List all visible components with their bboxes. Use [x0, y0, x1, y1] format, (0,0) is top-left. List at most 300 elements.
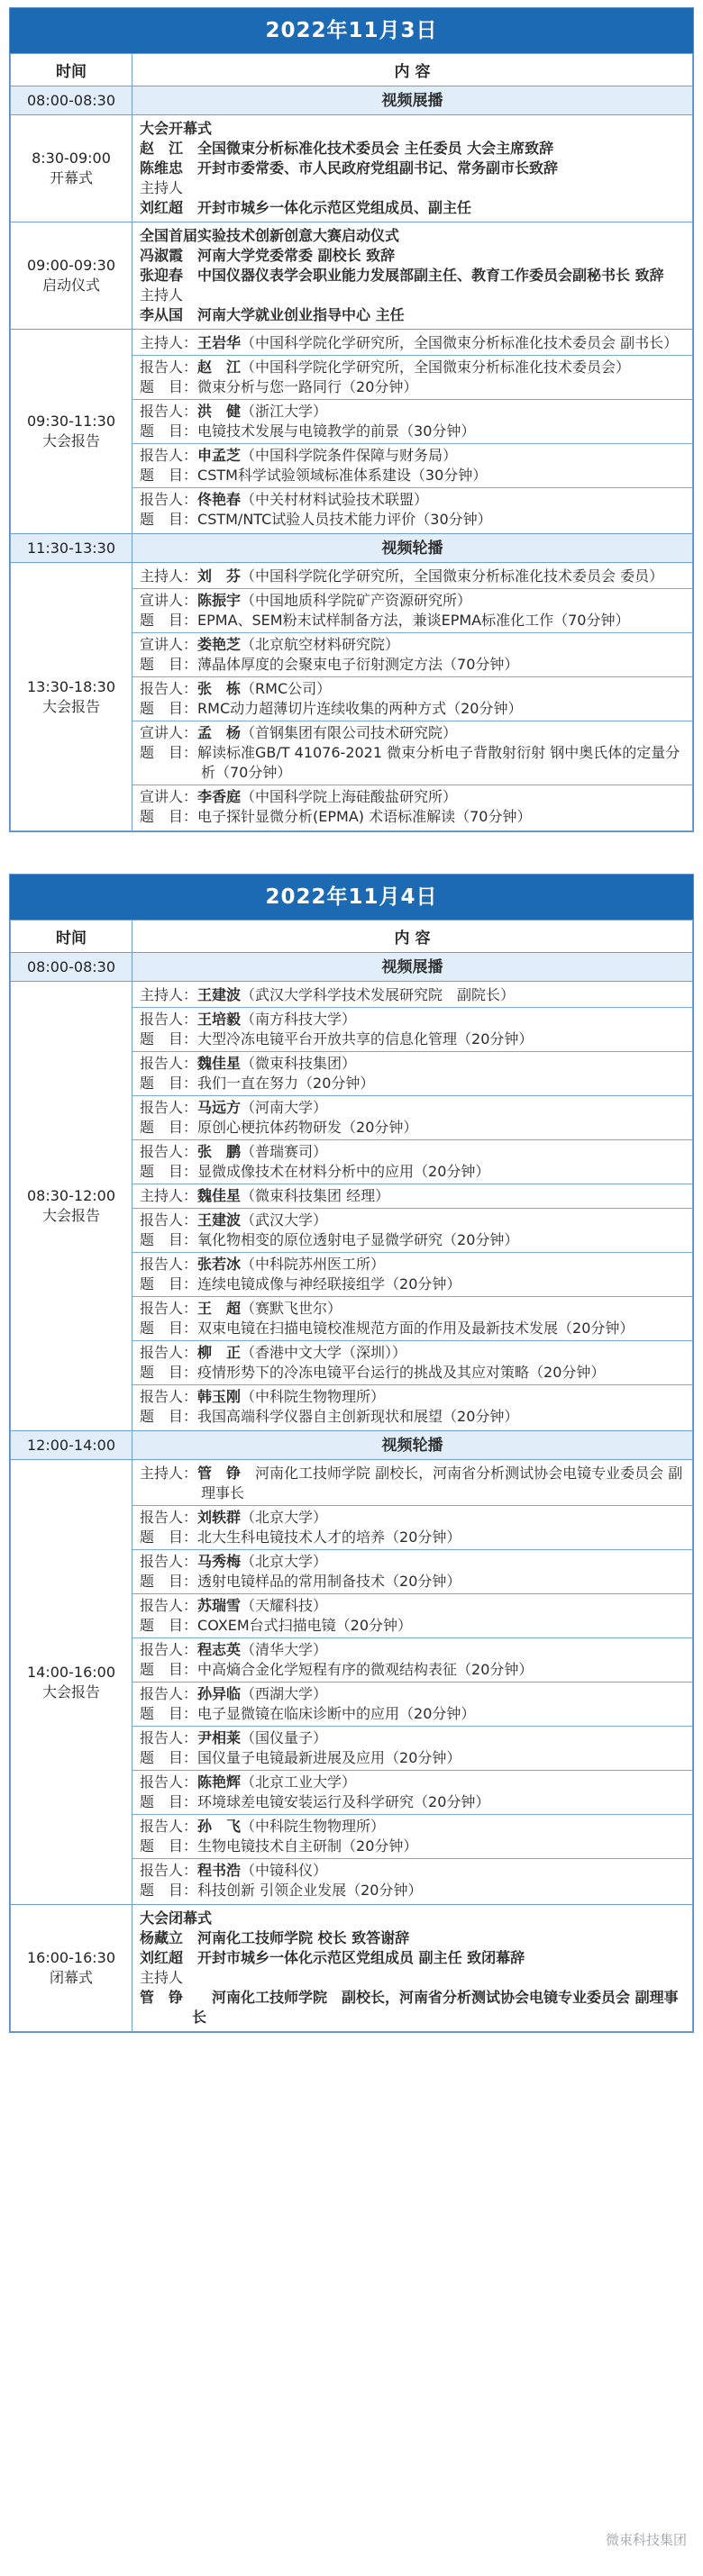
talk-block	[132, 443, 692, 487]
line-label: 题 目：	[140, 1573, 198, 1590]
session-line: 大会开幕式	[140, 120, 213, 137]
talk-line	[140, 1837, 685, 1856]
session-line: 张迎春 中国仪器仪表学会职业能力发展部副主任、教育工作委员会副秘书长 致辞	[140, 267, 664, 284]
line-detail: （中科院苏州医工所）	[241, 1256, 386, 1273]
watermark: 微束科技集团	[605, 2532, 687, 2548]
speaker-name: 张 栋	[197, 680, 242, 697]
line-detail: 河南化工技师学院 副校长，河南省分析测试协会电镜专业委员会 副理事长	[201, 1465, 683, 1501]
talk-line	[140, 1162, 685, 1182]
time-cell	[11, 982, 132, 1431]
line-label: 题 目：	[140, 1030, 198, 1048]
talk-line	[140, 1748, 685, 1768]
talk-line	[140, 1363, 685, 1383]
line-label: 题 目：	[140, 1793, 198, 1810]
talk-line	[140, 358, 685, 377]
talk-line	[140, 1640, 685, 1660]
line-label: 宣讲人：	[140, 592, 198, 609]
line-label: 题 目：	[140, 1119, 198, 1136]
day-date-header: 2022年11月3日	[10, 8, 693, 53]
speaker-name: 管 铮	[197, 1465, 242, 1482]
talk-line	[140, 1817, 685, 1837]
line-detail: （中科院生物物理所）	[241, 1388, 386, 1405]
time-cell	[11, 330, 132, 534]
talk-line	[140, 1319, 685, 1338]
speaker-name: 柳 正	[197, 1344, 242, 1361]
talk-line	[140, 985, 685, 1005]
content-cell	[132, 982, 693, 1431]
talk-line	[140, 1728, 685, 1748]
line-detail: （河南大学）	[241, 1099, 328, 1116]
talk-line	[140, 1773, 685, 1792]
time-text: 8:30-09:00	[32, 150, 111, 167]
talk-line	[140, 1528, 685, 1547]
line-label: 宣讲人：	[140, 724, 198, 741]
talk-line	[140, 1186, 685, 1206]
talk-block	[132, 588, 692, 632]
talk-line	[140, 635, 685, 655]
speaker-name: 刘轶群	[197, 1509, 242, 1526]
header-time: 时间	[11, 921, 132, 953]
speaker-name: 尹相莱	[197, 1729, 242, 1746]
talk-line	[140, 611, 685, 630]
line-label: 题 目：	[140, 1661, 198, 1678]
speaker-name: 申孟芝	[197, 447, 242, 464]
speaker-name: 王培毅	[197, 1011, 242, 1028]
line-detail: 原创心梗抗体药物研发（20分钟）	[197, 1119, 418, 1136]
talk-line	[140, 1387, 685, 1407]
line-detail: （中国科学院化学研究所，全国微束分析标准化技术委员会 委员）	[241, 567, 664, 585]
speaker-name: 张 鹏	[197, 1143, 242, 1160]
talk-line	[140, 1118, 685, 1138]
agenda-row	[11, 982, 693, 1431]
line-label: 题 目：	[140, 422, 198, 440]
agenda-row	[11, 534, 693, 563]
line-detail: （中国科学院条件保障与财务局）	[241, 447, 458, 464]
line-label: 主持人：	[140, 334, 198, 351]
line-label: 题 目：	[140, 700, 198, 717]
speaker-name: 程志英	[197, 1641, 242, 1658]
session-line: 李从国 河南大学就业创业指导中心 主任	[140, 306, 405, 323]
time-cell: 08:00-08:30	[11, 953, 132, 982]
time-text: 启动仪式	[41, 277, 100, 294]
agenda-row	[11, 563, 693, 831]
line-detail: EPMA、SEM粉末试样制备方法，兼谈EPMA标准化工作（70分钟）	[197, 612, 630, 629]
agenda-table	[10, 920, 693, 2032]
talk-line	[140, 655, 685, 675]
talk-line	[140, 1572, 685, 1592]
line-detail: 显微成像技术在材料分析中的应用（20分钟）	[197, 1163, 490, 1180]
session-line: 大会闭幕式	[140, 1909, 213, 1927]
session-line: 冯淑霞 河南大学党委常委 副校长 致辞	[140, 247, 396, 264]
talk-block	[132, 1462, 692, 1505]
talk-line	[140, 1407, 685, 1427]
speaker-name: 魏佳星	[197, 1055, 242, 1072]
session-line: 全国首届实验技术创新创意大赛启动仪式	[140, 227, 400, 244]
talk-line	[140, 1792, 685, 1812]
line-detail: 科技创新 引领企业发展（20分钟）	[197, 1882, 423, 1899]
line-label: 题 目：	[140, 808, 198, 825]
line-detail: 氧化物相变的原位透射电子显微学研究（20分钟）	[197, 1231, 519, 1248]
line-detail: （北京航空材料研究院）	[241, 636, 400, 653]
talk-block	[132, 984, 692, 1007]
line-label: 题 目：	[140, 1749, 198, 1766]
talk-line	[140, 1255, 685, 1274]
line-label: 主持人：	[140, 1465, 198, 1482]
session-line: 管 铮 河南化工技师学院 副校长，河南省分析测试协会电镜专业委员会 副理事长	[140, 1989, 679, 2026]
header-content: 内 容	[132, 921, 693, 953]
session-line: 杨藏立 河南化工技师学院 校长 致答谢辞	[140, 1929, 410, 1946]
talk-block	[132, 1340, 692, 1384]
speaker-name: 佟艳春	[197, 491, 242, 508]
line-label: 题 目：	[140, 612, 198, 629]
line-detail: RMC动力超薄切片连续收集的两种方式（20分钟）	[197, 700, 523, 717]
line-label: 报告人：	[140, 1011, 198, 1028]
line-label: 报告人：	[140, 1055, 198, 1072]
talk-block	[132, 1505, 692, 1549]
line-label: 题 目：	[140, 744, 198, 761]
session-line: 赵 江 全国微束分析标准化技术委员会 主任委员 大会主席致辞	[140, 140, 554, 157]
speaker-name: 魏佳星	[197, 1187, 242, 1204]
time-cell	[11, 1460, 132, 1905]
content-cell: 视频展播	[132, 86, 693, 115]
talk-line	[140, 1074, 685, 1093]
line-detail: 生物电镜技术自主研制（20分钟）	[197, 1837, 418, 1855]
line-detail: COXEM台式扫描电镜（20分钟）	[197, 1617, 412, 1634]
time-text: 09:30-11:30	[27, 413, 115, 430]
line-label: 报告人：	[140, 1211, 198, 1229]
line-detail: （南方科技大学）	[241, 1011, 357, 1028]
session-block	[132, 1907, 692, 2029]
talk-line	[140, 1054, 685, 1074]
line-label: 题 目：	[140, 1617, 198, 1634]
line-label: 宣讲人：	[140, 788, 198, 805]
line-detail: （中科院生物物理所）	[241, 1818, 386, 1835]
time-text: 开幕式	[49, 169, 93, 186]
line-detail: 我们一直在努力（20分钟）	[197, 1075, 375, 1092]
line-label: 报告人：	[140, 403, 198, 420]
line-label: 报告人：	[140, 358, 198, 376]
line-label: 主持人：	[140, 1187, 198, 1204]
line-detail: CSTM科学试验领域标准体系建设（30分钟）	[197, 467, 488, 484]
session-line: 主持人	[140, 179, 184, 196]
speaker-name: 王岩华	[197, 334, 242, 351]
header-row	[11, 54, 693, 86]
line-label: 报告人：	[140, 447, 198, 464]
agenda-row	[11, 86, 693, 115]
talk-line	[140, 1029, 685, 1049]
line-label: 报告人：	[140, 1344, 198, 1361]
talk-block	[132, 721, 692, 785]
line-label: 题 目：	[140, 1528, 198, 1546]
content-cell	[132, 563, 693, 831]
speaker-name: 苏瑞雪	[197, 1597, 242, 1614]
time-text: 大会报告	[41, 697, 100, 715]
line-detail: 连续电镜成像与神经联接组学（20分钟）	[197, 1275, 461, 1293]
speaker-name: 娄艳芝	[197, 636, 242, 653]
agenda-row	[11, 953, 693, 982]
speaker-name: 张若冰	[197, 1256, 242, 1273]
line-detail: （香港中文大学（深圳））	[241, 1344, 407, 1361]
line-detail: （西湖大学）	[241, 1685, 328, 1702]
line-label: 报告人：	[140, 1553, 198, 1570]
talk-line	[140, 1343, 685, 1363]
content-cell	[132, 222, 693, 330]
line-label: 题 目：	[140, 511, 198, 528]
time-text: 09:00-09:30	[27, 257, 115, 274]
line-label: 报告人：	[140, 1388, 198, 1405]
talk-line	[140, 787, 685, 807]
talk-block	[132, 331, 692, 355]
talk-line	[140, 567, 685, 586]
talk-line	[140, 1211, 685, 1230]
speaker-name: 马秀梅	[197, 1553, 242, 1570]
day-date-header: 2022年11月4日	[10, 875, 693, 920]
talk-block	[132, 1637, 692, 1682]
line-label: 报告人：	[140, 1300, 198, 1317]
line-detail: （武汉大学）	[241, 1211, 328, 1229]
talk-line	[140, 510, 685, 530]
speaker-name: 孟 杨	[197, 724, 242, 741]
line-detail: 电子探针显微分析(EPMA) 术语标准解读（70分钟）	[197, 808, 532, 825]
time-cell	[11, 222, 132, 330]
talk-line	[140, 1010, 685, 1029]
line-label: 报告人：	[140, 1862, 198, 1879]
line-label: 报告人：	[140, 1256, 198, 1273]
line-detail: 中高熵合金化学短程有序的微观结构表征（20分钟）	[197, 1661, 534, 1678]
time-cell: 08:00-08:30	[11, 86, 132, 115]
talk-block	[132, 1139, 692, 1184]
line-label: 题 目：	[140, 1275, 198, 1293]
line-label: 报告人：	[140, 1509, 198, 1526]
line-detail: 透射电镜样品的常用制备技术（20分钟）	[197, 1573, 461, 1590]
talk-block	[132, 1384, 692, 1429]
time-cell	[11, 115, 132, 222]
speaker-name: 王 超	[197, 1300, 242, 1317]
line-label: 题 目：	[140, 1705, 198, 1722]
line-label: 报告人：	[140, 1641, 198, 1658]
talk-line	[140, 743, 685, 783]
speaker-name: 马远方	[197, 1099, 242, 1116]
talk-line	[140, 1508, 685, 1528]
speaker-name: 陈振宇	[197, 592, 242, 609]
line-detail: 双束电镜在扫描电镜校准规范方面的作用及最新技术发展（20分钟）	[197, 1320, 635, 1337]
speaker-name: 程书浩	[197, 1862, 242, 1879]
time-cell	[11, 563, 132, 831]
content-cell: 视频轮播	[132, 1431, 693, 1460]
speaker-name: 李香庭	[197, 788, 242, 805]
talk-block	[132, 676, 692, 721]
line-label: 题 目：	[140, 1231, 198, 1248]
talk-line	[140, 1098, 685, 1118]
talk-line	[140, 1230, 685, 1250]
line-label: 报告人：	[140, 1773, 198, 1791]
speaker-name: 赵 江	[197, 358, 242, 376]
line-detail: （中关村材料试验技术联盟）	[241, 491, 429, 508]
content-cell	[132, 1905, 693, 2032]
session-block	[132, 224, 692, 327]
line-label: 报告人：	[140, 1099, 198, 1116]
talk-block	[132, 1858, 692, 1902]
speaker-name: 洪 健	[197, 403, 242, 420]
line-label: 题 目：	[140, 1320, 198, 1337]
speaker-name: 王建波	[197, 986, 242, 1003]
talk-line	[140, 699, 685, 719]
line-detail: 环境球差电镜安装运行及科学研究（20分钟）	[197, 1793, 490, 1810]
talk-block	[132, 1095, 692, 1139]
line-label: 题 目：	[140, 467, 198, 484]
agenda-row	[11, 222, 693, 330]
talk-line	[140, 1684, 685, 1704]
line-label: 题 目：	[140, 1882, 198, 1899]
line-detail: 电镜技术发展与电镜教学的前景（30分钟）	[197, 422, 476, 440]
talk-line	[140, 679, 685, 699]
talk-line	[140, 1552, 685, 1572]
line-label: 报告人：	[140, 1729, 198, 1746]
talk-block	[132, 1208, 692, 1252]
talk-line	[140, 1299, 685, 1319]
talk-block	[132, 1814, 692, 1858]
talk-line	[140, 807, 685, 827]
line-detail: （武汉大学科学技术发展研究院 副院长）	[241, 986, 516, 1003]
day-section	[9, 7, 694, 832]
line-detail: （普瑞赛司）	[241, 1143, 328, 1160]
talk-block	[132, 1593, 692, 1637]
talk-line	[140, 1704, 685, 1724]
speaker-name: 孙 飞	[197, 1818, 242, 1835]
line-label: 报告人：	[140, 680, 198, 697]
talk-block	[132, 1252, 692, 1296]
session-line: 刘红超 开封市城乡一体化示范区党组成员、副主任	[140, 199, 472, 216]
talk-line	[140, 723, 685, 743]
line-detail: 薄晶体厚度的会聚束电子衍射测定方法（70分钟）	[197, 656, 519, 673]
line-detail: 我国高端科学仪器自主创新现状和展望（20分钟）	[197, 1408, 519, 1425]
line-detail: （中国科学院化学研究所，全国微束分析标准化技术委员会 副书长）	[241, 334, 679, 351]
talk-line	[140, 1616, 685, 1636]
talk-block	[132, 1007, 692, 1051]
talk-line	[140, 1274, 685, 1294]
line-detail: （北京大学）	[241, 1509, 328, 1526]
content-cell	[132, 115, 693, 222]
day-section	[9, 874, 694, 2033]
line-label: 题 目：	[140, 1408, 198, 1425]
talk-block	[132, 785, 692, 829]
content-cell	[132, 330, 693, 534]
talk-block	[132, 1549, 692, 1593]
line-detail: 大型冷冻电镜平台开放共享的信息化管理（20分钟）	[197, 1030, 534, 1048]
agenda-row	[11, 1905, 693, 2032]
line-detail: 国仪量子电镜最新进展及应用（20分钟）	[197, 1749, 461, 1766]
speaker-name: 刘 芬	[197, 567, 242, 585]
time-text: 大会报告	[41, 432, 100, 449]
agenda-table	[10, 53, 693, 831]
time-cell: 11:30-13:30	[11, 534, 132, 563]
talk-line	[140, 1596, 685, 1616]
line-detail: （北京工业大学）	[241, 1773, 357, 1791]
line-detail: （微束科技集团 经理）	[241, 1187, 390, 1204]
line-label: 报告人：	[140, 1685, 198, 1702]
talk-line	[140, 1464, 685, 1503]
line-detail: （中国科学院上海硅酸盐研究所）	[241, 788, 458, 805]
talk-line	[140, 1881, 685, 1900]
talk-block	[132, 487, 692, 531]
session-line: 主持人	[140, 1969, 184, 1986]
content-cell: 视频轮播	[132, 534, 693, 563]
line-detail: （微束科技集团）	[241, 1055, 357, 1072]
talk-block	[132, 1770, 692, 1814]
talk-block	[132, 632, 692, 676]
line-label: 题 目：	[140, 1364, 198, 1381]
talk-line	[140, 490, 685, 510]
line-detail: （浙江大学）	[241, 403, 328, 420]
talk-block	[132, 1296, 692, 1340]
line-detail: （赛默飞世尔）	[241, 1300, 342, 1317]
line-detail: 微束分析与您一路同行（20分钟）	[197, 378, 418, 395]
talk-block	[132, 355, 692, 399]
header-content: 内 容	[132, 54, 693, 86]
talk-line	[140, 377, 685, 397]
line-detail: （北京大学）	[241, 1553, 328, 1570]
session-block	[132, 117, 692, 220]
talk-block	[132, 1184, 692, 1208]
line-label: 报告人：	[140, 491, 198, 508]
session-line: 刘红超 开封市城乡一体化示范区党组成员 副主任 致闭幕辞	[140, 1949, 525, 1966]
talk-block	[132, 1726, 692, 1770]
talk-block	[132, 1682, 692, 1726]
line-label: 题 目：	[140, 378, 198, 395]
talk-line	[140, 446, 685, 466]
header-row	[11, 921, 693, 953]
line-label: 题 目：	[140, 656, 198, 673]
line-detail: （首钢集团有限公司技术研究院）	[241, 724, 458, 741]
line-detail: （中镜科仪）	[241, 1862, 328, 1879]
talk-line	[140, 402, 685, 422]
line-detail: （中国科学院化学研究所，全国微束分析标准化技术委员会）	[241, 358, 631, 376]
talk-line	[140, 1142, 685, 1162]
content-cell: 视频展播	[132, 953, 693, 982]
talk-block	[132, 565, 692, 588]
agenda-row	[11, 330, 693, 534]
talk-line	[140, 422, 685, 441]
session-line: 主持人	[140, 286, 184, 304]
line-detail: （中国地质科学院矿产资源研究所）	[241, 592, 472, 609]
time-cell	[11, 1905, 132, 2032]
time-text: 大会报告	[41, 1207, 100, 1224]
time-text: 大会报告	[41, 1683, 100, 1701]
line-label: 题 目：	[140, 1075, 198, 1092]
speaker-name: 韩玉刚	[197, 1388, 242, 1405]
line-detail: CSTM/NTC试验人员技术能力评价（30分钟）	[197, 511, 492, 528]
time-text: 闭幕式	[49, 1969, 93, 1986]
talk-line	[140, 333, 685, 353]
time-text: 14:00-16:00	[27, 1663, 115, 1681]
line-detail: 解读标准GB/T 41076-2021 微束分析电子背散射衍射 钢中奥氏体的定量分析（70分钟）	[197, 744, 680, 781]
talk-line	[140, 591, 685, 611]
session-line: 陈维忠 开封市委常委、市人民政府党组副书记、常务副市长致辞	[140, 159, 559, 177]
talk-line	[140, 1660, 685, 1680]
speaker-name: 陈艳辉	[197, 1773, 242, 1791]
agenda-page	[0, 7, 703, 2033]
line-detail: （国仪量子）	[241, 1729, 328, 1746]
line-label: 报告人：	[140, 1818, 198, 1835]
agenda-row	[11, 1460, 693, 1905]
line-label: 题 目：	[140, 1163, 198, 1180]
line-detail: （天耀科技）	[241, 1597, 328, 1614]
line-detail: （清华大学）	[241, 1641, 328, 1658]
agenda-row	[11, 115, 693, 222]
talk-line	[140, 1861, 685, 1881]
time-text: 08:30-12:00	[27, 1187, 115, 1204]
talk-block	[132, 399, 692, 443]
